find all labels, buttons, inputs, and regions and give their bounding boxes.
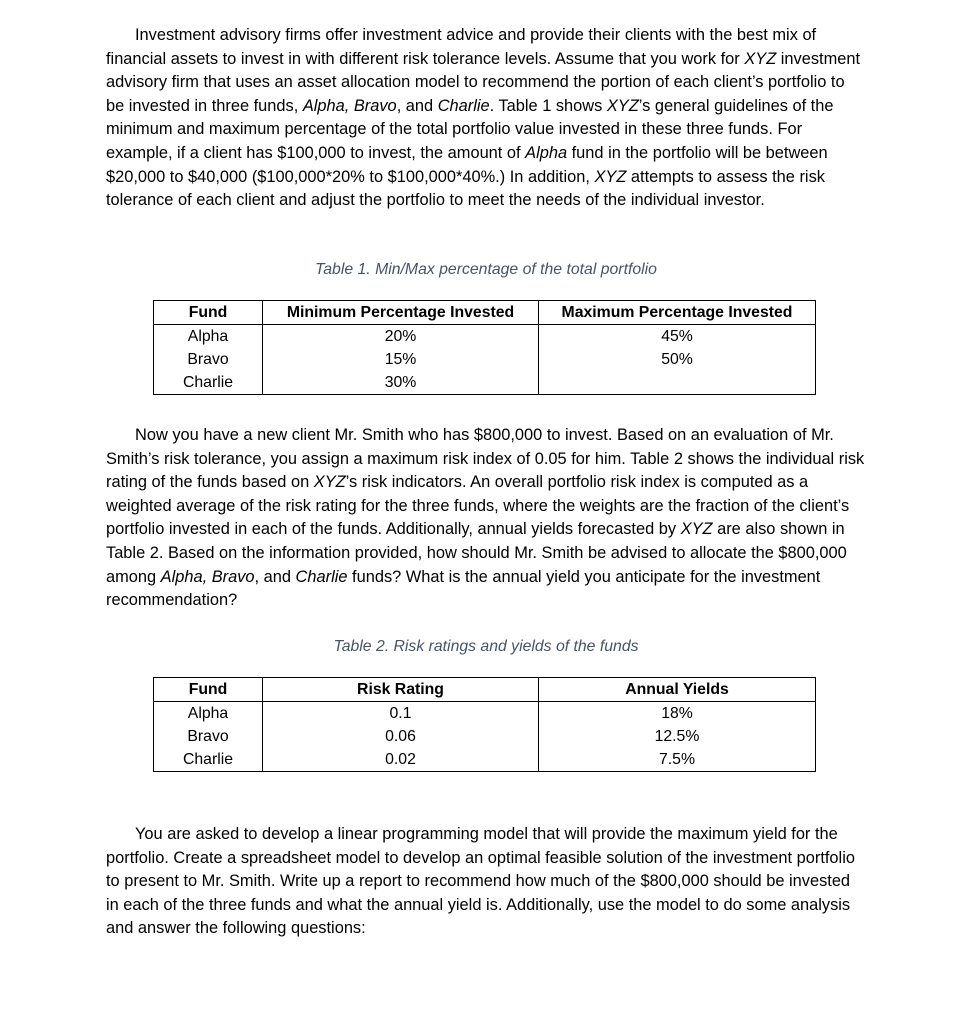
table2-header-risk: Risk Rating bbox=[263, 678, 539, 702]
max-percent-cell bbox=[539, 371, 816, 395]
fund-name-cell: Alpha bbox=[154, 325, 263, 349]
intro-paragraph: Investment advisory firms offer investment advice and provide their clients with the best mix of financial assets to invest in with different risk tolerance levels. Assume that you work for XYZ investment advisory firm that uses an asset allocation model to recommend the portion of each client’s portfolio to be invested in three funds, Alpha, Bravo, and Charlie. Table 1 shows XYZ’s general guidelines of the minimum and maximum percentage of the total portfolio value invested in these three funds. For example, if a client has $100,000 to invest, the amount of Alpha fund in the portfolio will be between $20,000 to $40,000 ($100,000*20% to $100,000*40%.) In addition, XYZ attempts to assess the risk tolerance of each client and adjust the portfolio to meet the needs of the individual investor. bbox=[106, 26, 861, 210]
risk-rating-cell: 0.06 bbox=[263, 725, 539, 748]
risk-rating-cell: 0.1 bbox=[263, 702, 539, 726]
table2-risk-yields bbox=[153, 677, 816, 772]
fund-name-cell: Alpha bbox=[154, 702, 263, 726]
table1-header-min: Minimum Percentage Invested bbox=[263, 301, 539, 325]
table1-min-max-percentage bbox=[153, 300, 816, 395]
max-percent-cell: 50% bbox=[539, 348, 816, 371]
fund-name-cell: Bravo bbox=[154, 348, 263, 371]
max-percent-cell: 45% bbox=[539, 325, 816, 349]
table-row bbox=[154, 371, 816, 395]
fund-name-cell: Charlie bbox=[154, 748, 263, 772]
risk-rating-cell: 0.02 bbox=[263, 748, 539, 772]
min-percent-cell: 20% bbox=[263, 325, 539, 349]
fund-name-cell: Charlie bbox=[154, 371, 263, 395]
min-percent-cell: 30% bbox=[263, 371, 539, 395]
table2-header-row bbox=[154, 678, 816, 702]
table1-header-fund: Fund bbox=[154, 301, 263, 325]
table1-header-row bbox=[154, 301, 816, 325]
table-row bbox=[154, 702, 816, 726]
table1-header-max: Maximum Percentage Invested bbox=[539, 301, 816, 325]
table2-caption: Table 2. Risk ratings and yields of the funds bbox=[333, 638, 639, 655]
table-row bbox=[154, 748, 816, 772]
table1-caption: Table 1. Min/Max percentage of the total portfolio bbox=[315, 261, 657, 278]
table2-header-fund: Fund bbox=[154, 678, 263, 702]
client-scenario-paragraph: Now you have a new client Mr. Smith who has $800,000 to invest. Based on an evaluation of Mr. Smith’s risk tolerance, you assign a maximum risk index of 0.05 for him. Table 2 shows the individual risk rating of the funds based on XYZ’s risk indicators. An overall portfolio risk index is computed as a weighted average of the risk rating for the three funds, where the weights are the fraction of the client’s portfolio invested in each of the funds. Additionally, annual yields forecasted by XYZ are also shown in Table 2. Based on the information provided, how should Mr. Smith be advised to allocate the $800,000 among Alpha, Bravo, and Charlie funds? What is the annual yield you anticipate for the investment recommendation? bbox=[106, 426, 865, 610]
table2-header-yield: Annual Yields bbox=[539, 678, 816, 702]
min-percent-cell: 15% bbox=[263, 348, 539, 371]
fund-name-cell: Bravo bbox=[154, 725, 263, 748]
annual-yield-cell: 12.5% bbox=[539, 725, 816, 748]
closing-paragraph: You are asked to develop a linear programming model that will provide the maximum yield for the portfolio. Create a spreadsheet model to develop an optimal feasible solution of the investment portfolio to present to Mr. Smith. Write up a report to recommend how much of the $800,000 should be invested in each of the three funds and what the annual yield is. Additionally, use the model to do some analysis and answer the following questions: bbox=[106, 825, 855, 938]
annual-yield-cell: 18% bbox=[539, 702, 816, 726]
table-row bbox=[154, 725, 816, 748]
table-row bbox=[154, 348, 816, 371]
table-row bbox=[154, 325, 816, 349]
annual-yield-cell: 7.5% bbox=[539, 748, 816, 772]
